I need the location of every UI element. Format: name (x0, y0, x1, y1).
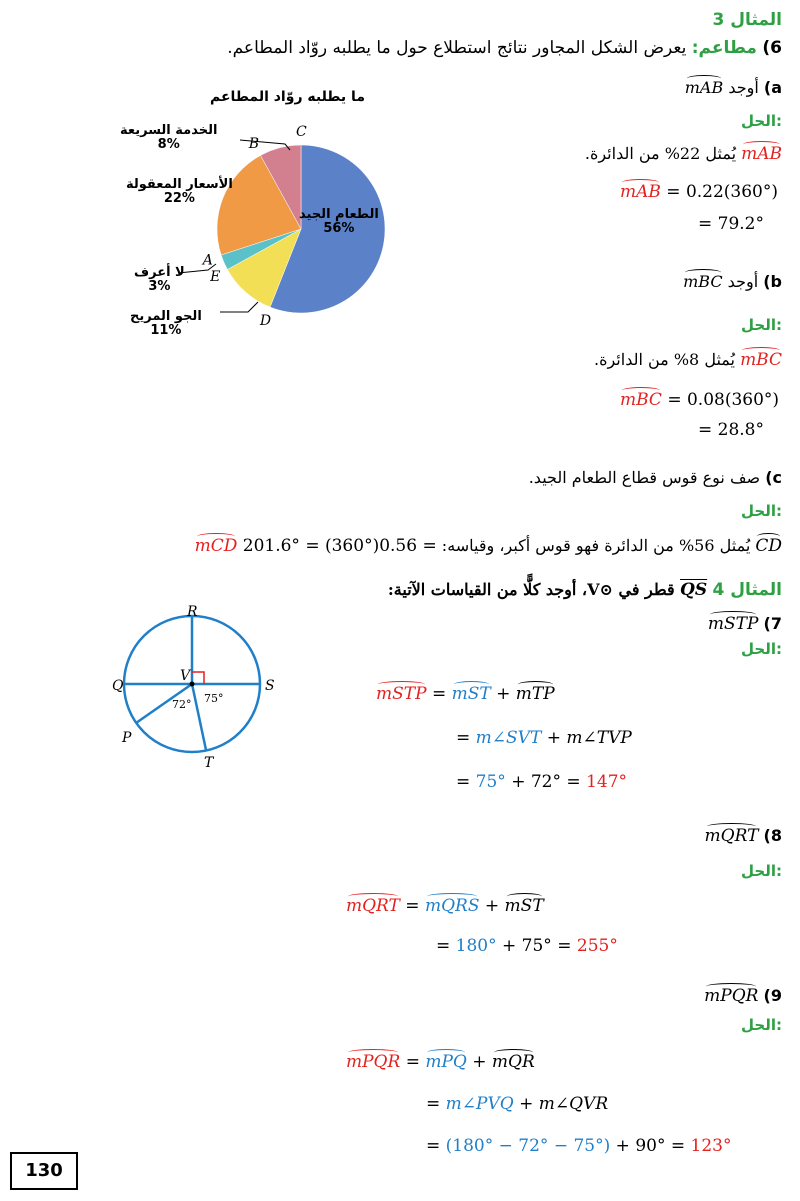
part-b-label: b) (763, 272, 782, 291)
eq-rhs: = 0.08(360°) (661, 390, 780, 410)
arc-ab-lhs: mAB (620, 182, 661, 202)
angle-72: 72° (172, 698, 192, 711)
label-good-food (299, 208, 379, 236)
eq-rhs: = 0.22(360°) (660, 182, 779, 202)
label-fast-service (120, 124, 217, 152)
question-number: 6) (762, 38, 782, 58)
result-123: 123° (690, 1136, 732, 1156)
q7-eq1: mSTP = mST + mTP (376, 684, 555, 704)
label-dont-know (134, 266, 185, 294)
pie-point-e: E (210, 269, 221, 286)
angle-pvq: m∠PVQ (445, 1094, 514, 1114)
arc-qrt: mQRT (704, 826, 759, 846)
angle-qvr: m∠QVR (538, 1094, 609, 1114)
part-c-sol-line (195, 536, 782, 556)
arc-st: mST (451, 684, 491, 704)
q9-eq3: = (180° − 72° − 75°) + 90° = 123° (426, 1136, 732, 1156)
page-number: 130 (10, 1152, 78, 1190)
label-dont-know-name: لا أعرف (134, 265, 185, 280)
part-c-sol-text: يُمثل 56% من الدائرة فهو قوس أكبر، وقياسه: (441, 536, 751, 555)
part-a-sol-text: يُمثل 22% من الدائرة. (584, 144, 737, 163)
arc-pqr-lhs: mPQR (346, 1052, 401, 1072)
label-dont-know-value: 3% (148, 279, 171, 294)
value-180: 180° (455, 936, 497, 956)
label-fast-service-name: الخدمة السريعة (120, 123, 218, 138)
arc-stp-lhs: mSTP (376, 684, 427, 704)
part-c-eq (195, 536, 437, 556)
arc-qrt-lhs: mQRT (346, 896, 400, 916)
q8-eq2: = 180° + 75° = 255° (436, 936, 618, 956)
question-8-line (705, 826, 782, 846)
q8-eq1: mQRT = mQRS + mST (346, 896, 544, 916)
part-b-line (683, 272, 782, 291)
solution-label: الحل: (741, 862, 782, 880)
point-p: P (122, 730, 132, 746)
q7-eq3: = 75° + 72° = 147° (456, 772, 628, 792)
question-9-line (704, 986, 782, 1006)
arc-bc-red: mBC (740, 350, 782, 370)
arc-qr: mQR (491, 1052, 535, 1072)
part-c-eq-text: 201.6° = (360°)0.56 = (242, 536, 437, 556)
result-255: 255° (576, 936, 618, 956)
value-72: 72° (530, 772, 561, 792)
arc-bc-lhs: mBC (620, 390, 662, 410)
question-7-line (708, 614, 782, 634)
solution-label: الحل: (741, 112, 782, 130)
part-a-eq1 (620, 182, 778, 202)
arc-qrs: mQRS (424, 896, 480, 916)
label-cozy-atmosphere (130, 310, 202, 338)
part-b-text: أوجد (727, 272, 759, 291)
value-75: 75° (475, 772, 506, 792)
part-a-sol-line (585, 144, 782, 164)
example-4-heading: المثال 4 (712, 580, 782, 600)
segment-qs: QS (680, 580, 708, 600)
example-4-intro: قطر في ⊙V، أوجد كلًّا من القياسات الآتية: (387, 580, 675, 599)
arc-pqr: mPQR (704, 986, 759, 1006)
chart-title: ما يطلبه روّاد المطاعم (210, 89, 365, 105)
part-b-sol-line (594, 350, 782, 370)
example-4-line (388, 580, 782, 600)
point-s: S (265, 678, 275, 694)
example-3-heading: المثال 3 (712, 10, 782, 30)
pie-point-b: B (248, 136, 260, 153)
q9-eq2: = m∠PVQ + m∠QVR (426, 1094, 609, 1114)
result-147: 147° (586, 772, 628, 792)
part-c-text: صف نوع قوس قطاع الطعام الجيد. (528, 468, 761, 487)
part-a-label: a) (763, 78, 782, 97)
arc-st: mST (504, 896, 544, 916)
question-9-number: 9) (763, 986, 782, 1005)
solution-label: الحل: (741, 502, 782, 520)
arc-cd-red: mCD (194, 536, 238, 556)
arc-ab: mAB (684, 78, 724, 97)
question-text: يعرض الشكل المجاور نتائج استطلاع حول ما يطلبه روّاد المطاعم. (227, 38, 687, 58)
label-cozy-atmosphere-value: 11% (150, 323, 182, 338)
point-r: R (187, 604, 198, 620)
part-c-label: c) (765, 468, 782, 487)
part-b-eq1 (620, 390, 779, 410)
solution-label: الحل: (741, 640, 782, 658)
arc-pq: mPQ (425, 1052, 467, 1072)
label-good-food-value: 56% (323, 221, 355, 236)
solution-label: الحل: (741, 1016, 782, 1034)
q7-eq2: = m∠SVT + m∠TVP (456, 728, 632, 748)
part-c-line (529, 468, 782, 487)
label-reasonable-prices-name: الأسعار المعقولة (126, 177, 233, 192)
part-a-line (685, 78, 782, 97)
pie-point-a: A (202, 252, 213, 269)
q9-eq1: mPQR = mPQ + mQR (346, 1052, 535, 1072)
pie-point-c: C (296, 124, 307, 140)
point-q: Q (112, 678, 124, 694)
question-tag: مطاعم: (691, 38, 757, 58)
question-8-number: 8) (763, 826, 782, 845)
angle-75: 75° (204, 692, 224, 705)
pie-point-d: D (259, 313, 272, 330)
point-t: T (204, 755, 214, 771)
angle-svt: m∠SVT (475, 728, 542, 748)
label-cozy-atmosphere-name: الجو المريح (130, 309, 202, 324)
arc-cd: CD (755, 536, 782, 556)
question-7-number: 7) (763, 614, 782, 633)
arc-ab-red: mAB (741, 144, 782, 164)
arc-bc: mBC (683, 272, 723, 291)
value-75: 75° (521, 936, 552, 956)
label-good-food-name: الطعام الجيد (299, 207, 379, 222)
part-a-text: أوجد (728, 78, 759, 97)
arc-tp: mTP (515, 684, 555, 704)
label-fast-service-value: 8% (157, 137, 180, 152)
point-v: V (180, 668, 191, 684)
solution-label: الحل: (741, 316, 782, 334)
arc-stp: mSTP (707, 614, 759, 634)
circle-figure (110, 602, 280, 792)
angle-tvp: m∠TVP (566, 728, 632, 748)
part-b-sol-text: يُمثل 8% من الدائرة. (594, 350, 735, 369)
value-90: 90° (635, 1136, 666, 1156)
part-a-eq2: = 79.2° (698, 214, 764, 234)
label-reasonable-prices-value: 22% (163, 191, 195, 206)
part-b-eq2: = 28.8° (698, 420, 764, 440)
label-reasonable-prices (126, 178, 233, 206)
value-expression: (180° − 72° − 75°) (445, 1136, 611, 1156)
question-6-line (227, 38, 782, 58)
